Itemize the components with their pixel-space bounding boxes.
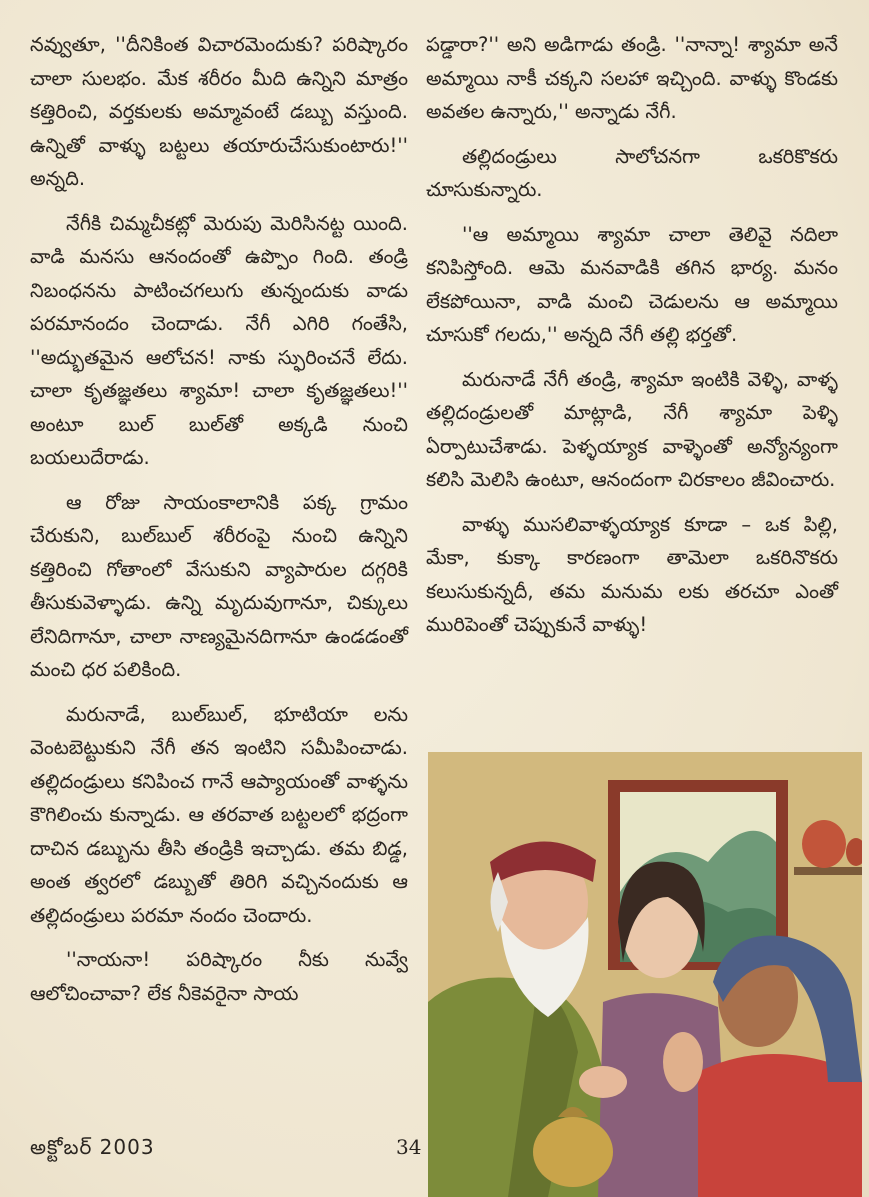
story-paragraph: మరునాడే నేగీ తండ్రి, శ్యామా ఇంటికి వెళ్ళి, వాళ్ళ తల్లిదండ్రులతో మాట్లాడి, నేగీ శ్యామా పెళ్ళి ఏర్పాటుచేశాడు. పెళ్ళయ్యాక వాళ్ళెంతో అన్యోన్యంగా కలిసి మెలిసి ఉంటూ, ఆనందంగా చిరకాలం జీవించారు. [426,367,838,491]
right-text-column [426,28,838,642]
story-paragraph: తల్లిదండ్రులు సాలోచనగా ఒకరికొకరు చూసుకున్నారు. [426,144,838,201]
story-paragraph: పడ్డారా?'' అని అడిగాడు తండ్రి. ''నాన్నా! శ్యామా అనే అమ్మాయి నాకీ చక్కని సలహా ఇచ్చింది. వాళ్ళు కొండకు అవతల ఉన్నారు,'' అన్నాడు నేగీ. [426,33,838,123]
story-paragraph: ''నాయనా! పరిష్కారం నీకు నువ్వే ఆలోచించావా? లేక నీకెవరైనా సాయ [30,948,408,1005]
story-paragraph: వాళ్ళు ముసలివాళ్ళయ్యాక కూడా – ఒక పిల్లి, మేకా, కుక్కా కారణంగా తామెలా ఒకరినొకరు కలుసుకున్నదీ, తమ మనుమ లకు తరచూ ఎంతో మురిపెంతో చెప్పుకునే వాళ్ళు! [426,512,838,636]
story-paragraph: ''ఆ అమ్మాయి శ్యామా చాలా తెలివై నదిలా కనిపిస్తోంది. ఆమె మనవాడికి తగిన భార్య. మనం లేకపోయినా, వాడి మంచి చెడులను ఆ అమ్మాయి చూసుకో గలదు,'' అన్నది నేగీ తల్లి భర్తతో. [426,222,838,346]
page-number: 34 [396,1135,422,1159]
clay-pot [802,820,846,868]
story-paragraph: మరునాడే, బుల్‌బుల్, భూటియా లను వెంటబెట్టుకుని నేగీ తన ఇంటిని సమీపించాడు. తల్లిదండ్రులు కనిపించ గానే ఆప్యాయంతో వాళ్ళను కౌగిలించు కున్నాడు. ఆ తరవాత బట్టలలో భద్రంగా దాచిన డబ్బును తీసి తండ్రికి ఇచ్చాడు. తమ బిడ్డ, అంత త్వరలో డబ్బుతో తిరిగి వచ్చినందుకు ఆ తల్లిదండ్రులు పరమా నందం చెందారు. [30,702,408,927]
left-text-column [30,28,408,1021]
story-paragraph: నేగీకి చిమ్మచీకట్లో మెరుపు మెరిసినట్ట యింది. వాడి మనసు ఆనందంతో ఉప్పొం గింది. తండ్రి నిబంధనను పాటించగలుగు తున్నందుకు వాడు పరమానందం చెందాడు. నేగీ ఎగిరి గంతేసి, ''అద్భుతమైన ఆలోచన! నాకు స్ఫురించనే లేదు. చాలా కృతజ్ఞతలు శ్యామా! చాలా కృతజ్ఞతలు!'' అంటూ బుల్ బుల్‌తో అక్కడి నుంచి బయలుదేరాడు. [30,211,408,469]
story-paragraph: నవ్వుతూ, ''దీనికింత విచారమెందుకు? పరిష్కారం చాలా సులభం. మేక శరీరం మీది ఉన్నిని మాత్రం కత్తిరించి, వర్తకులకు అమ్మావంటే డబ్బు వస్తుంది. ఉన్నితో వాళ్ళు బట్టలు తయారుచేసుకుంటారు!'' అన్నది. [30,33,408,190]
story-paragraph: ఆ రోజు సాయంకాలానికి పక్క గ్రామం చేరుకుని, బుల్‌బుల్ శరీరంపై నుంచి ఉన్నిని కత్తిరించి గోతాంలో వేసుకుని వ్యాపారుల దగ్గరికి తీసుకువెళ్ళాడు. ఉన్ని మృదువుగానూ, చిక్కులు లేనిదిగానూ, చాలా నాణ్యమైనదిగానూ ఉండడంతో మంచి ధర పలికింది. [30,490,408,681]
issue-date: అక్టోబర్ 2003 [30,1135,155,1159]
money-bag [533,1117,613,1187]
story-illustration [428,752,862,1197]
